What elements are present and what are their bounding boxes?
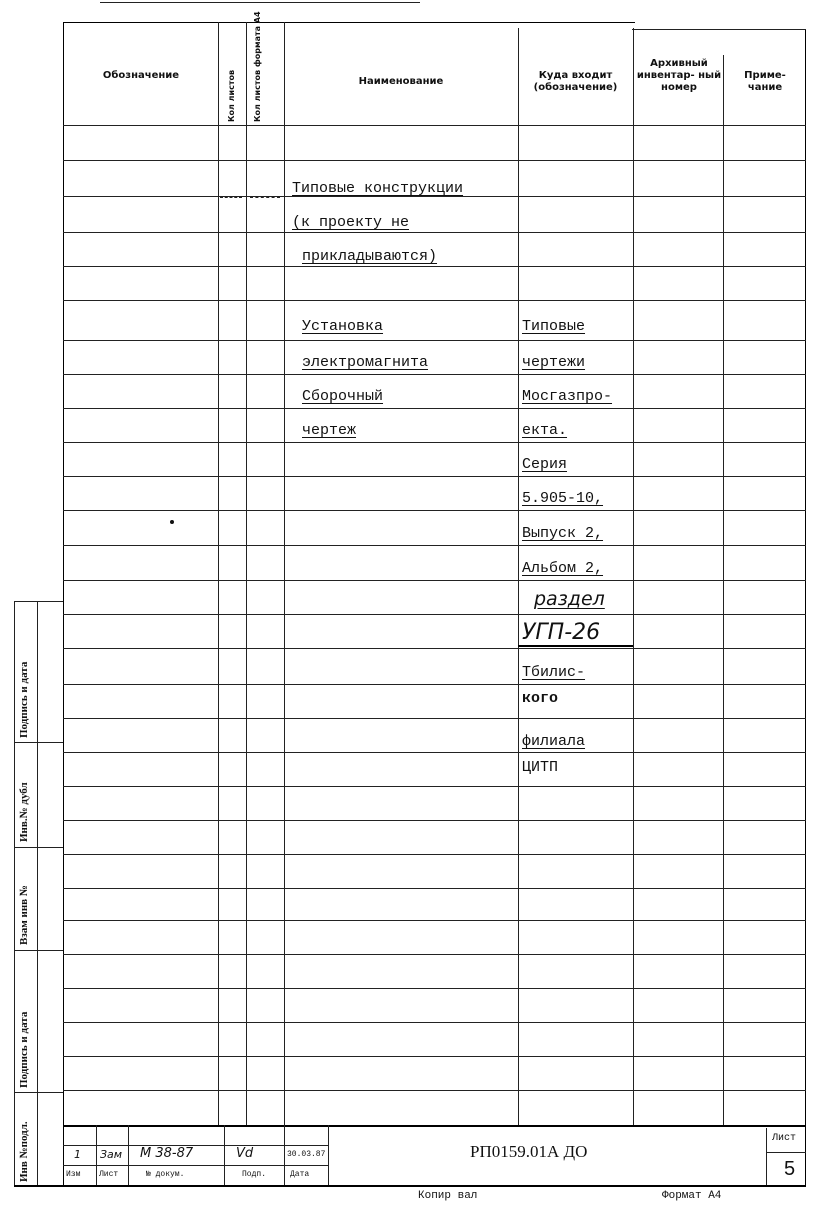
col-line-6 [723, 55, 724, 1125]
where-tbilisi: Тбилис- [522, 664, 586, 681]
table-row-line [63, 988, 806, 989]
table-row-line [63, 1056, 806, 1057]
name-installation: Установка [302, 318, 384, 335]
table-row-line [63, 545, 806, 546]
titleblock-row1 [63, 1145, 328, 1146]
tb-date: 30.03.87 [287, 1150, 326, 1159]
frame-right [805, 30, 806, 1185]
side-block-top [14, 601, 63, 602]
table-row-line [63, 510, 806, 511]
name-drawing: чертеж [302, 422, 357, 439]
tb-col-4 [284, 1125, 285, 1185]
tb-col-list: Лист [99, 1170, 119, 1179]
side-label-repl-inv: Взам инв № [18, 885, 30, 945]
ugp-underline [518, 645, 633, 647]
table-row-line [63, 718, 806, 719]
tb-sheet-div [766, 1152, 806, 1153]
table-row-line [63, 684, 806, 685]
titleblock-top [63, 1125, 806, 1127]
table-row-line [63, 1090, 806, 1091]
side-label-orig-inv: Инв №подл. [18, 1121, 30, 1182]
header-a4-count: Кол листов формата А4 [253, 11, 262, 122]
side-div-2 [14, 847, 63, 848]
footer-format: Формат А4 [662, 1190, 722, 1202]
dash-mark-2 [250, 197, 280, 198]
where-series-no: 5.905-10, [522, 490, 604, 507]
tb-signature: Vd [236, 1146, 254, 1161]
where-section: раздел [534, 588, 605, 610]
header-designation: Обозначение [102, 70, 180, 81]
side-div-3 [14, 950, 63, 951]
side-block-mid [37, 601, 38, 1185]
dash-mark-1 [220, 197, 242, 198]
name-not-attached-1: (к проекту не [292, 214, 410, 231]
table-row-line [63, 614, 806, 615]
where-citp: ЦИТП [522, 759, 559, 776]
where-kogo: кого [522, 690, 559, 707]
table-row-line [63, 160, 806, 161]
col-line-5 [633, 28, 634, 1125]
tb-change-kind: Зам [100, 1148, 123, 1161]
tb-col-2 [128, 1125, 129, 1185]
header-name: Наименование [358, 76, 444, 87]
where-branch: филиала [522, 733, 586, 750]
header-notes: Приме- чание [744, 70, 786, 93]
where-ugp: УГП-26 [522, 620, 601, 645]
header-sheet-count: Кол листов [227, 69, 236, 122]
table-row-line [63, 232, 806, 233]
where-mosgaz: Мосгазпро- [522, 388, 613, 405]
tb-designation: РП0159.01А ДО [470, 1142, 588, 1161]
header-where-used: Куда входит (обозначение) [533, 70, 618, 93]
tb-sheet-label: Лист [772, 1133, 797, 1144]
col-line-3 [284, 22, 285, 1125]
frame-top-right [632, 29, 806, 30]
tb-col-date: Дата [290, 1170, 310, 1179]
where-issue: Выпуск 2, [522, 525, 604, 542]
frame-top [63, 22, 635, 23]
table-row-line [63, 300, 806, 301]
header-archive-number: Архивный инвентар- ный номер [636, 58, 722, 93]
side-block-left [14, 601, 15, 1185]
header-bottom-line [63, 125, 806, 126]
tb-col-1 [96, 1125, 97, 1185]
table-row-line [63, 374, 806, 375]
where-drawings: чертежи [522, 354, 586, 371]
table-row-line [63, 476, 806, 477]
where-series: Серия [522, 456, 568, 473]
tb-col-izm: Изм [66, 1170, 81, 1179]
table-row-line [63, 340, 806, 341]
tb-col-3 [224, 1125, 225, 1185]
footer-copied: Копир вал [418, 1190, 478, 1202]
where-typical: Типовые [522, 318, 586, 335]
table-row-line [63, 442, 806, 443]
tb-sheet-number: 5 [784, 1158, 796, 1180]
col-line-4 [518, 28, 519, 1125]
where-album: Альбом 2, [522, 560, 604, 577]
table-row-line [63, 820, 806, 821]
tb-change-no: 1 [74, 1148, 81, 1161]
where-ekta: екта. [522, 422, 568, 439]
table-row-line [63, 580, 806, 581]
side-label-sign-date-2: Подпись и дата [18, 1011, 30, 1088]
table-row-line [63, 954, 806, 955]
table-row-line [63, 1022, 806, 1023]
scan-dot [170, 520, 174, 524]
tb-col-5 [328, 1125, 329, 1185]
tb-col-sign: Подп. [242, 1170, 267, 1179]
table-row-line [63, 648, 806, 649]
tb-doc-no: М 38-87 [140, 1146, 194, 1161]
titleblock-row2 [63, 1165, 328, 1166]
name-assembly: Сборочный [302, 388, 384, 405]
side-div-4 [14, 1092, 63, 1093]
table-row-line [63, 266, 806, 267]
tb-col-6 [766, 1128, 767, 1185]
name-typical-constructions: Типовые конструкции [292, 180, 464, 197]
side-label-sign-date-1: Подпись и дата [18, 661, 30, 738]
table-row-line [63, 408, 806, 409]
table-row-line [63, 854, 806, 855]
col-line-1 [218, 22, 219, 1125]
side-label-dup-inv: Инв.№ дубл [18, 782, 30, 842]
tb-col-doc: № докум. [146, 1170, 185, 1179]
table-row-line [63, 786, 806, 787]
table-row-line [63, 888, 806, 889]
side-div-1 [14, 742, 63, 743]
frame-bottom [14, 1185, 806, 1187]
name-not-attached-2: прикладываются) [302, 248, 438, 265]
scan-top-mark [100, 2, 420, 3]
name-electromagnet: электромагнита [302, 354, 429, 371]
table-row-line [63, 920, 806, 921]
col-line-2 [246, 22, 247, 1125]
table-row-line [63, 752, 806, 753]
